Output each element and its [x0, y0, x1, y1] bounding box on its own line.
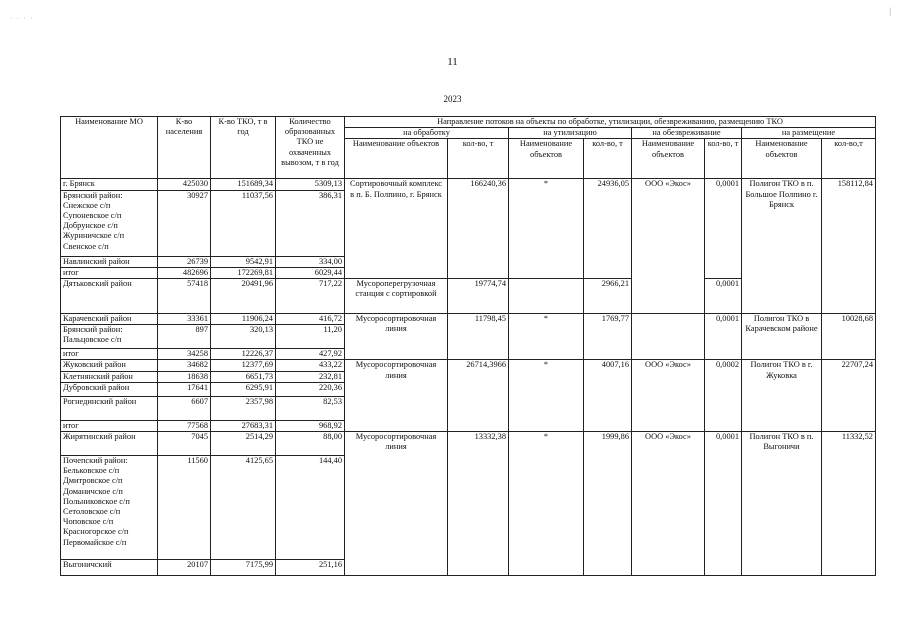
- proc-qty: 26714,3966: [448, 360, 509, 432]
- row-pop: 482696: [158, 267, 211, 278]
- row-pop: 7045: [158, 432, 211, 456]
- row-tko: 6651,73: [211, 371, 276, 382]
- row-nc: 717,22: [276, 279, 345, 314]
- row-tko: 172269,81: [211, 267, 276, 278]
- row-nc: 6029,44: [276, 267, 345, 278]
- header-processing: на обработку: [345, 128, 509, 139]
- row-tko: 12377,69: [211, 360, 276, 371]
- row-tko: 9542,91: [211, 256, 276, 267]
- row-nc: 251,16: [276, 560, 345, 576]
- row-nc: 416,72: [276, 314, 345, 325]
- disp-object: Полигон ТКО в г. Жуковка: [742, 360, 822, 432]
- util-qty: 2966,21: [584, 279, 632, 314]
- row-total: итог: [61, 349, 158, 360]
- row-name: Карачевский район: [61, 314, 158, 325]
- disp-object: Полигон ТКО в п. Большое Полпино г. Брянск: [742, 179, 822, 314]
- util-qty: 4007,16: [584, 360, 632, 432]
- row-tko: 2357,98: [211, 396, 276, 420]
- row-total: итог: [61, 420, 158, 431]
- row-name: Жирятинский район: [61, 432, 158, 456]
- header-util-qty: кол-во, т: [584, 139, 632, 179]
- util-object: *: [509, 314, 584, 360]
- row-tko: 12226,37: [211, 349, 276, 360]
- row-pop: 33361: [158, 314, 211, 325]
- proc-qty: 19774,74: [448, 279, 509, 314]
- row-pop: 18638: [158, 371, 211, 382]
- row-name: Выгоничский: [61, 560, 158, 576]
- proc-object: Мусоросортировочная линия: [345, 432, 448, 576]
- header-proc-obj: Наименование объектов: [345, 139, 448, 179]
- header-neut-qty: кол-во, т: [705, 139, 742, 179]
- row-nc: 334,00: [276, 256, 345, 267]
- header-population: К-во населения: [158, 117, 211, 179]
- header-direction: Направление потоков на объекты по обработке, утилизации, обезвреживанию, размещению ТКО: [345, 117, 876, 128]
- row-nc: 433,22: [276, 360, 345, 371]
- neut-qty: 0,0001: [705, 314, 742, 360]
- row-pop: 11560: [158, 456, 211, 560]
- row-pop: 77568: [158, 420, 211, 431]
- scan-dots: · · · ·: [10, 14, 34, 23]
- neut-object: [632, 314, 705, 360]
- row-pop: 897: [158, 325, 211, 349]
- proc-qty: 11798,45: [448, 314, 509, 360]
- row-tko: 4125,65: [211, 456, 276, 560]
- row-nc: 386,31: [276, 190, 345, 256]
- header-tko: К-во ТКО, т в год: [211, 117, 276, 179]
- row-nc: 220,36: [276, 382, 345, 396]
- disp-qty: 22707,24: [822, 360, 876, 432]
- row-tko: 7175,99: [211, 560, 276, 576]
- neut-object: ООО «Экос»: [632, 360, 705, 432]
- tko-flows-table: [60, 116, 876, 576]
- disp-qty: 11332,52: [822, 432, 876, 576]
- row-nc: 88,00: [276, 432, 345, 456]
- year-heading: 2023: [443, 94, 462, 104]
- util-object: *: [509, 432, 584, 576]
- util-object: [509, 279, 584, 314]
- page-number: 11: [447, 56, 458, 68]
- row-tko: 20491,96: [211, 279, 276, 314]
- row-pop: 57418: [158, 279, 211, 314]
- row-nc: 427,92: [276, 349, 345, 360]
- header-util-obj: Наименование объектов: [509, 139, 584, 179]
- util-object: *: [509, 179, 584, 279]
- row-tko: 6295,91: [211, 382, 276, 396]
- header-disp-obj: Наименование объектов: [742, 139, 822, 179]
- disp-qty: 158112,84: [822, 179, 876, 314]
- row-tko: 27683,31: [211, 420, 276, 431]
- proc-qty: 13332,38: [448, 432, 509, 576]
- row-pop: 34258: [158, 349, 211, 360]
- header-neutralization: на обезвреживание: [632, 128, 742, 139]
- util-object: *: [509, 360, 584, 432]
- proc-object: Сортировочный комплекс в п. Б. Полпино, г. Брянск: [345, 179, 448, 279]
- row-name: Брянский район: Снежское с/п Супоневское с/п Добрунское с/п Журиничское с/п Свенское с/п: [61, 190, 158, 256]
- proc-object: Мусороперегрузочная станция с сортировкой: [345, 279, 448, 314]
- util-qty: 24936,05: [584, 179, 632, 279]
- proc-object: Мусоросортировочная линия: [345, 360, 448, 432]
- header-disp-qty: кол-во,т: [822, 139, 876, 179]
- row-name: Дубровский район: [61, 382, 158, 396]
- neut-object: ООО «Экос»: [632, 432, 705, 576]
- neut-qty: 0,0001: [705, 279, 742, 314]
- row-name: Клетнянский район: [61, 371, 158, 382]
- proc-object: Мусоросортировочная линия: [345, 314, 448, 360]
- disp-object: Полигон ТКО в п. Выгоничи: [742, 432, 822, 576]
- row-tko: 2514,29: [211, 432, 276, 456]
- header-mo: Наименование МО: [61, 117, 158, 179]
- row-name: Дятьковский район: [61, 279, 158, 314]
- neut-qty: 0,0002: [705, 360, 742, 432]
- util-qty: 1769,77: [584, 314, 632, 360]
- row-nc: 82,53: [276, 396, 345, 420]
- row-pop: 26739: [158, 256, 211, 267]
- proc-qty: 166240,36: [448, 179, 509, 279]
- row-name: Брянский район: Пальцовское с/п: [61, 325, 158, 349]
- row-nc: 5309,13: [276, 179, 345, 190]
- row-nc: 968,92: [276, 420, 345, 431]
- header-utilization: на утилизацию: [509, 128, 632, 139]
- row-pop: 17641: [158, 382, 211, 396]
- neut-qty: 0,0001: [705, 432, 742, 576]
- row-name: Жуковский район: [61, 360, 158, 371]
- header-disposal: на размещение: [742, 128, 876, 139]
- row-tko: 151689,34: [211, 179, 276, 190]
- row-nc: 11,20: [276, 325, 345, 349]
- disp-qty: 10028,68: [822, 314, 876, 360]
- disp-object: Полигон ТКО в Карачевском районе: [742, 314, 822, 360]
- row-pop: 20107: [158, 560, 211, 576]
- row-pop: 6607: [158, 396, 211, 420]
- row-pop: 425030: [158, 179, 211, 190]
- neut-qty: 0,0001: [705, 179, 742, 279]
- row-total: итог: [61, 267, 158, 278]
- header-neut-obj: Наименование объектов: [632, 139, 705, 179]
- corner-mark: |: [889, 6, 891, 16]
- row-nc: 232,81: [276, 371, 345, 382]
- row-nc: 144,40: [276, 456, 345, 560]
- util-qty: 1999,86: [584, 432, 632, 576]
- row-tko: 320,13: [211, 325, 276, 349]
- row-tko: 11906,24: [211, 314, 276, 325]
- row-tko: 11037,56: [211, 190, 276, 256]
- row-pop: 34682: [158, 360, 211, 371]
- header-not-covered: Количество образованных ТКО не охваченных вывозом, т в год: [276, 117, 345, 179]
- neut-object: ООО «Экос»: [632, 179, 705, 314]
- row-name: Рогнединский район: [61, 396, 158, 420]
- row-pop: 30927: [158, 190, 211, 256]
- row-name: Навлинский район: [61, 256, 158, 267]
- row-name: г. Брянск: [61, 179, 158, 190]
- header-proc-qty: кол-во, т: [448, 139, 509, 179]
- row-name: Почепский район: Бельковское с/п Дмитровское с/п Доманичское с/п Польниковское с/п Сетоловское с/п Чоповское с/п Красногорское с/п Первомайское с/п: [61, 456, 158, 560]
